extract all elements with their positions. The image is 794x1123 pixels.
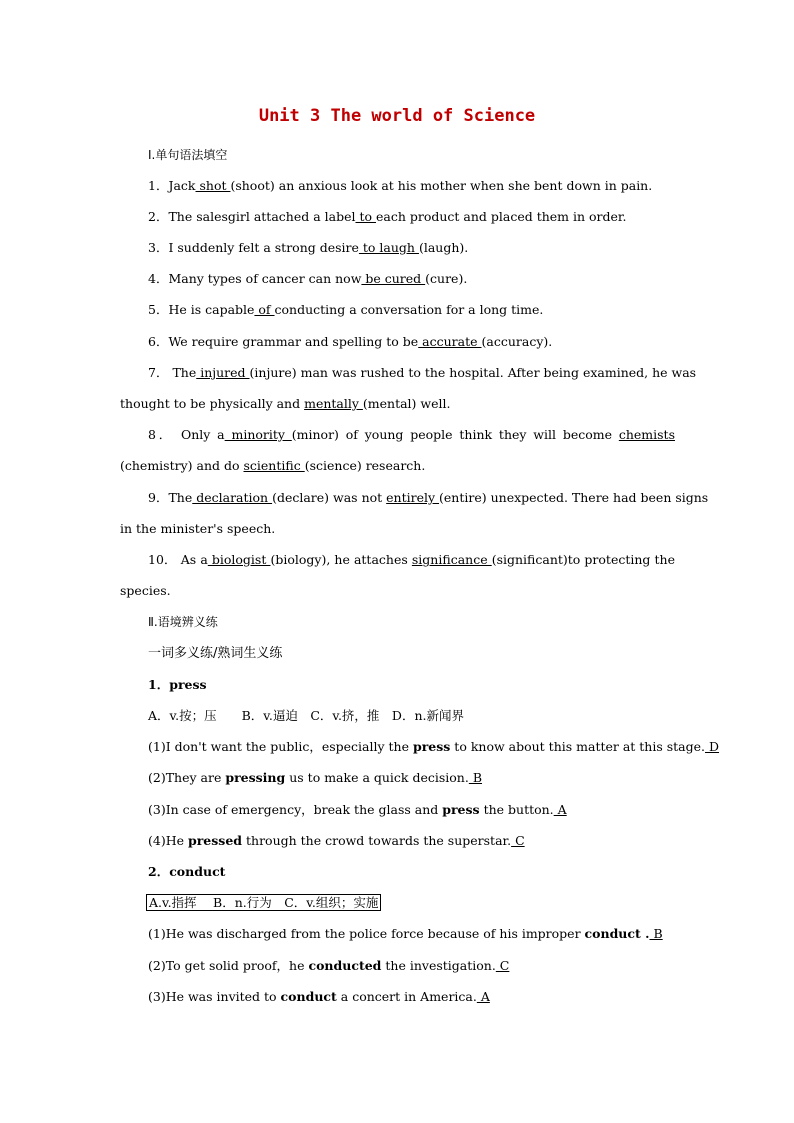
question-text: (declare) was not bbox=[272, 490, 383, 505]
answer-blank: B bbox=[649, 926, 663, 941]
answer-blank: D bbox=[705, 739, 720, 754]
options-box: A.v.指挥 B．n.行为 C．v.组织；实施 bbox=[146, 894, 381, 911]
sentence-text: to know about this matter at this stage. bbox=[450, 739, 706, 754]
sentence-text: (2)They are bbox=[148, 770, 226, 785]
answer-blank: mentally bbox=[304, 396, 363, 411]
question-number: 1． bbox=[148, 178, 169, 193]
answer-blank: injured bbox=[196, 365, 250, 380]
sentence-text: (3)In case of emergency，break the glass and bbox=[148, 802, 443, 817]
section-heading-context: Ⅱ.语境辨义练 bbox=[148, 615, 218, 629]
question-2 bbox=[148, 208, 627, 226]
sentence-text: the investigation. bbox=[381, 958, 496, 973]
answer-blank: significance bbox=[411, 552, 492, 567]
key-word: conducted bbox=[308, 958, 382, 973]
key-word: press bbox=[442, 802, 480, 817]
question-text: The bbox=[172, 365, 197, 380]
question-text: conducting a conversation for a long time. bbox=[274, 302, 544, 317]
question-3 bbox=[148, 239, 468, 257]
question-text: Only a bbox=[181, 427, 225, 442]
question-text: (laugh). bbox=[418, 240, 469, 255]
question-number: 9． bbox=[148, 490, 169, 505]
answer-blank: of bbox=[254, 302, 275, 317]
section-subheading: 一词多义练/熟词生义练 bbox=[148, 646, 283, 661]
answer-blank: to bbox=[355, 209, 376, 224]
question-text: (significant)to protecting the bbox=[491, 552, 676, 567]
page-title: Unit 3 The world of Science bbox=[258, 106, 536, 126]
answer-blank: A bbox=[553, 802, 567, 817]
question-number: 2． bbox=[148, 209, 169, 224]
question-text: As a bbox=[180, 552, 208, 567]
conduct-sentence-1 bbox=[148, 925, 663, 943]
question-text: The salesgirl attached a label bbox=[168, 209, 356, 224]
press-sentence-3 bbox=[148, 801, 567, 819]
question-10-continued: species. bbox=[120, 583, 171, 598]
question-text: (chemistry) and do bbox=[120, 458, 240, 473]
question-number: 8． bbox=[148, 427, 175, 442]
question-text: Many types of cancer can now bbox=[168, 271, 362, 286]
question-8 bbox=[148, 426, 675, 444]
answer-blank: scientific bbox=[243, 458, 305, 473]
key-word: press bbox=[412, 739, 451, 754]
sentence-text: us to make a quick decision. bbox=[285, 770, 469, 785]
key-word: pressed bbox=[187, 833, 243, 848]
key-word: conduct . bbox=[584, 926, 650, 941]
word-heading-press: 1．press bbox=[148, 677, 207, 692]
answer-blank: entirely bbox=[386, 490, 440, 505]
sentence-text: (4)He bbox=[148, 833, 188, 848]
question-text: thought to be physically and bbox=[120, 396, 301, 411]
question-7-continued bbox=[120, 395, 450, 413]
question-text: each product and placed them in order. bbox=[375, 209, 627, 224]
question-text: Jack bbox=[168, 178, 196, 193]
question-5 bbox=[148, 301, 543, 319]
question-7 bbox=[148, 364, 697, 382]
question-6 bbox=[148, 333, 552, 351]
answer-blank: be cured bbox=[361, 271, 426, 286]
sentence-text: the button. bbox=[479, 802, 554, 817]
key-word: pressing bbox=[225, 770, 286, 785]
answer-blank: biologist bbox=[207, 552, 271, 567]
answer-blank: B bbox=[468, 770, 483, 785]
question-1 bbox=[148, 177, 652, 195]
question-text: I suddenly felt a strong desire bbox=[168, 240, 359, 255]
question-number: 3． bbox=[148, 240, 169, 255]
answer-blank: minority bbox=[224, 427, 292, 442]
sentence-text: through the crowd towards the superstar. bbox=[242, 833, 512, 848]
conduct-sentence-3 bbox=[148, 988, 490, 1006]
question-text: (biology), he attaches bbox=[270, 552, 408, 567]
question-text: The bbox=[168, 490, 193, 505]
answer-blank: declaration bbox=[192, 490, 273, 505]
question-text: (minor) of young people think they will become bbox=[291, 427, 612, 442]
conduct-options bbox=[146, 894, 381, 912]
question-text: (science) research. bbox=[304, 458, 426, 473]
section-heading-grammar: Ⅰ.单句语法填空 bbox=[148, 148, 228, 162]
answer-blank: chemists bbox=[618, 427, 675, 442]
press-sentence-4 bbox=[148, 832, 525, 850]
sentence-text: (1)He was discharged from the police force because of his improper bbox=[148, 926, 585, 941]
question-text: (entire) unexpected. There had been signs bbox=[439, 490, 709, 505]
question-text: (mental) well. bbox=[362, 396, 451, 411]
sentence-text: a concert in America. bbox=[336, 989, 477, 1004]
question-number: 7． bbox=[148, 365, 169, 380]
question-text: (injure) man was rushed to the hospital. After being examined, he was bbox=[249, 365, 697, 380]
sentence-text: (1)I don't want the public，especially the bbox=[148, 739, 413, 754]
question-text: He is capable bbox=[168, 302, 255, 317]
answer-blank: accurate bbox=[418, 334, 482, 349]
question-9-continued: in the minister's speech. bbox=[120, 521, 276, 536]
sentence-text: (2)To get solid proof，he bbox=[148, 958, 309, 973]
question-number: 10． bbox=[148, 552, 177, 567]
press-sentence-2 bbox=[148, 769, 482, 787]
answer-blank: A bbox=[476, 989, 490, 1004]
question-number: 6． bbox=[148, 334, 169, 349]
answer-blank: to laugh bbox=[358, 240, 419, 255]
press-sentence-1 bbox=[148, 738, 719, 756]
question-9 bbox=[148, 489, 709, 507]
word-heading-conduct: 2．conduct bbox=[148, 864, 226, 879]
question-text: (cure). bbox=[425, 271, 468, 286]
question-4 bbox=[148, 270, 467, 288]
question-number: 5． bbox=[148, 302, 169, 317]
question-text: (shoot) an anxious look at his mother when she bent down in pain. bbox=[230, 178, 653, 193]
key-word: conduct bbox=[280, 989, 337, 1004]
question-8-continued bbox=[120, 457, 425, 475]
question-number: 4． bbox=[148, 271, 169, 286]
sentence-text: (3)He was invited to bbox=[148, 989, 281, 1004]
answer-blank: C bbox=[495, 958, 510, 973]
question-text: (accuracy). bbox=[481, 334, 553, 349]
answer-blank: C bbox=[511, 833, 525, 848]
conduct-sentence-2 bbox=[148, 957, 509, 975]
press-options: A．v.按；压 B．v.逼迫 C．v.挤，推 D．n.新闻界 bbox=[148, 708, 464, 723]
answer-blank: shot bbox=[195, 178, 231, 193]
question-text: We require grammar and spelling to be bbox=[168, 334, 419, 349]
question-10 bbox=[148, 551, 675, 569]
